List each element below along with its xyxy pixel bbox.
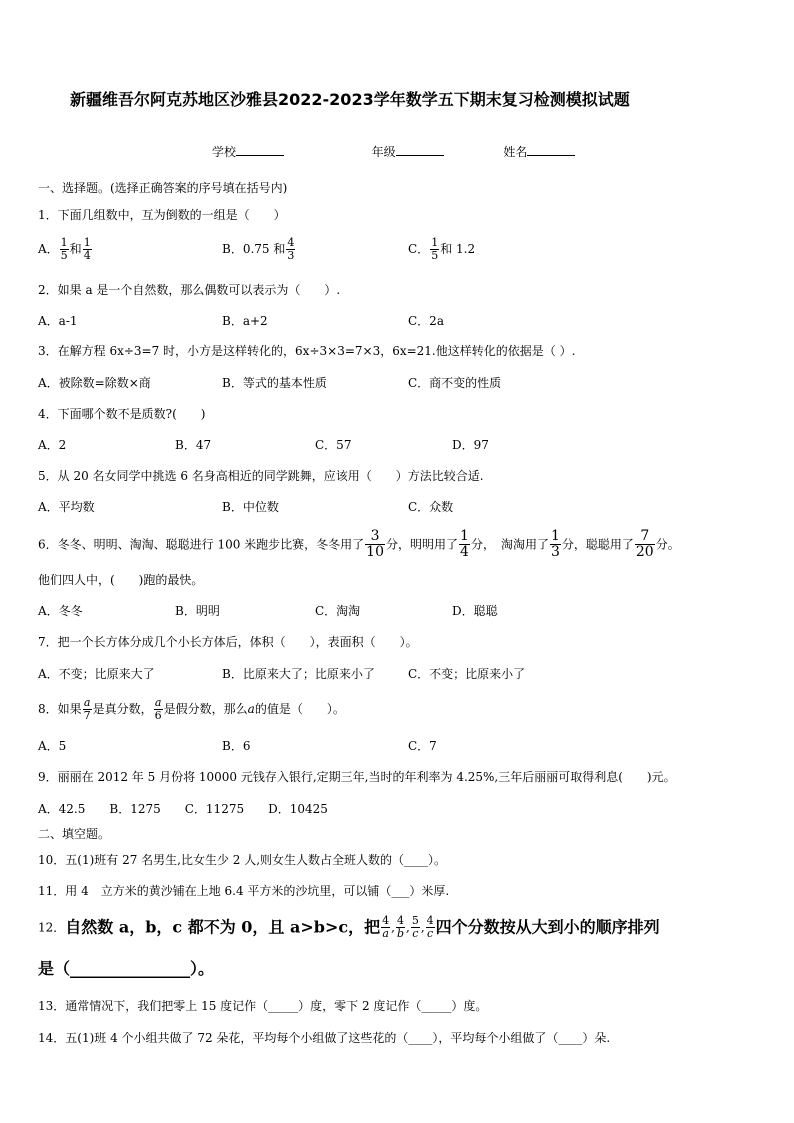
q6-option-a: A．冬冬	[38, 604, 83, 618]
q12-stem: 12．自然数 a，b，c 都不为 0，且 a>b>c，把 $\frac{4}{a}$ , $\frac{4}{b}$ , $\frac{5}{c}$ , $\frac{4}{c}$ 四个分数按从大到小的顺序排列	[38, 914, 660, 941]
q4-stem: 4．下面哪个数不是质数?( )	[38, 407, 206, 421]
grade-blank	[396, 143, 444, 156]
grade-label: 年级	[371, 145, 396, 159]
q4-option-b: B．47	[175, 438, 212, 452]
q1-option-b: B．0.75 和 $\frac{4}{3}$	[222, 236, 295, 263]
q4-option-c: C．57	[315, 438, 352, 452]
q5-option-c: C．众数	[408, 500, 454, 514]
q3-option-c: C．商不变的性质	[408, 376, 502, 390]
q1-option-c: C． $\frac{1}{5}$ 和 1.2	[408, 236, 476, 263]
q11-stem: 11．用 4 立方米的黄沙铺在上地 6.4 平方米的沙坑里，可以铺（___）米厚.	[38, 884, 450, 898]
school-label: 学校	[212, 145, 237, 159]
q6-option-c: C．淘淘	[315, 604, 361, 618]
q4-option-a: A．2	[38, 438, 67, 452]
q6-option-b: B．明明	[175, 604, 220, 618]
q8-stem: 8．如果 $\frac{a}{7}$ 是真分数， $\frac{a}{6}$ 是假分数，那么a的值是（ ）。	[38, 696, 345, 723]
name-blank	[527, 143, 575, 156]
q6-stem: 6．冬冬、明明、淘淘、聪聪进行 100 米跑步比赛，冬冬用了 $\frac{3}{10}$ 分，明明用了 $\frac{1}{4}$ 分， 淘淘用了 $\frac{1}{3}$ 分，聪聪用了 $\frac{7}{20}$ 分。	[38, 528, 680, 561]
name-label: 姓名	[503, 145, 528, 159]
q3-option-a: A．被除数=除数×商	[38, 376, 151, 390]
q5-option-a: A．平均数	[38, 500, 95, 514]
q6-option-d: D．聪聪	[452, 604, 498, 618]
q8-option-c: C．7	[408, 739, 437, 753]
q7-option-a: A．不变；比原来大了	[38, 667, 155, 681]
q8-option-a: A．5	[38, 739, 67, 753]
q3-stem: 3．在解方程 6x÷3=7 时，小方是这样转化的，6x÷3×3=7×3，6x=21.他这样转化的依据是（ ）.	[38, 344, 576, 358]
q6-stem-line2: 他们四人中，( )跑的最快。	[38, 573, 204, 587]
q2-stem: 2．如果 a 是一个自然数，那么偶数可以表示为（ ）.	[38, 283, 341, 297]
q7-option-c: C．不变；比原来小了	[408, 667, 526, 681]
q4-option-d: D．97	[452, 438, 489, 452]
q12-stem-line2: 是（_______________）。	[38, 959, 215, 978]
q3-option-b: B．等式的基本性质	[222, 376, 327, 390]
page-title: 新疆维吾尔阿克苏地区沙雅县2022-2023学年数学五下期末复习检测模拟试题	[70, 90, 630, 109]
section-two-heading: 二、填空题。	[38, 827, 111, 841]
q9-stem: 9．丽丽在 2012 年 5 月份将 10000 元钱存入银行,定期三年,当时的年利率为 4.25%,三年后丽丽可取得利息( )元。	[38, 770, 676, 784]
q8-option-b: B．6	[222, 739, 251, 753]
q1-option-a: A． $\frac{1}{5}$ 和 $\frac{1}{4}$	[38, 236, 91, 263]
q14-stem: 14．五(1)班 4 个小组共做了 72 朵花，平均每个小组做了这些花的（____），平均每个小组做了（____）朵.	[38, 1031, 611, 1045]
school-blank	[236, 143, 284, 156]
q10-stem: 10．五(1)班有 27 名男生,比女生少 2 人,则女生人数占全班人数的（____）。	[38, 853, 447, 867]
student-info	[212, 143, 575, 158]
section-one-heading: 一、选择题。(选择正确答案的序号填在括号内)	[38, 181, 288, 195]
q5-stem: 5．从 20 名女同学中挑选 6 名身高相近的同学跳舞，应该用（ ）方法比较合适.	[38, 469, 484, 483]
q9-options: A．42.5 B．1275 C．11275 D．10425	[38, 802, 328, 816]
q7-option-b: B．比原来大了；比原来小了	[222, 667, 375, 681]
q1-stem: 1．下面几组数中，互为倒数的一组是（ ）	[38, 208, 286, 222]
q2-option-c: C．2a	[408, 314, 444, 328]
q13-stem: 13．通常情况下，我们把零上 15 度记作（_____）度，零下 2 度记作（_____）度。	[38, 999, 488, 1013]
q2-option-b: B．a+2	[222, 314, 268, 328]
q5-option-b: B．中位数	[222, 500, 279, 514]
q2-option-a: A．a-1	[38, 314, 78, 328]
q7-stem: 7．把一个长方体分成几个小长方体后，体积（ ），表面积（ ）。	[38, 635, 418, 649]
